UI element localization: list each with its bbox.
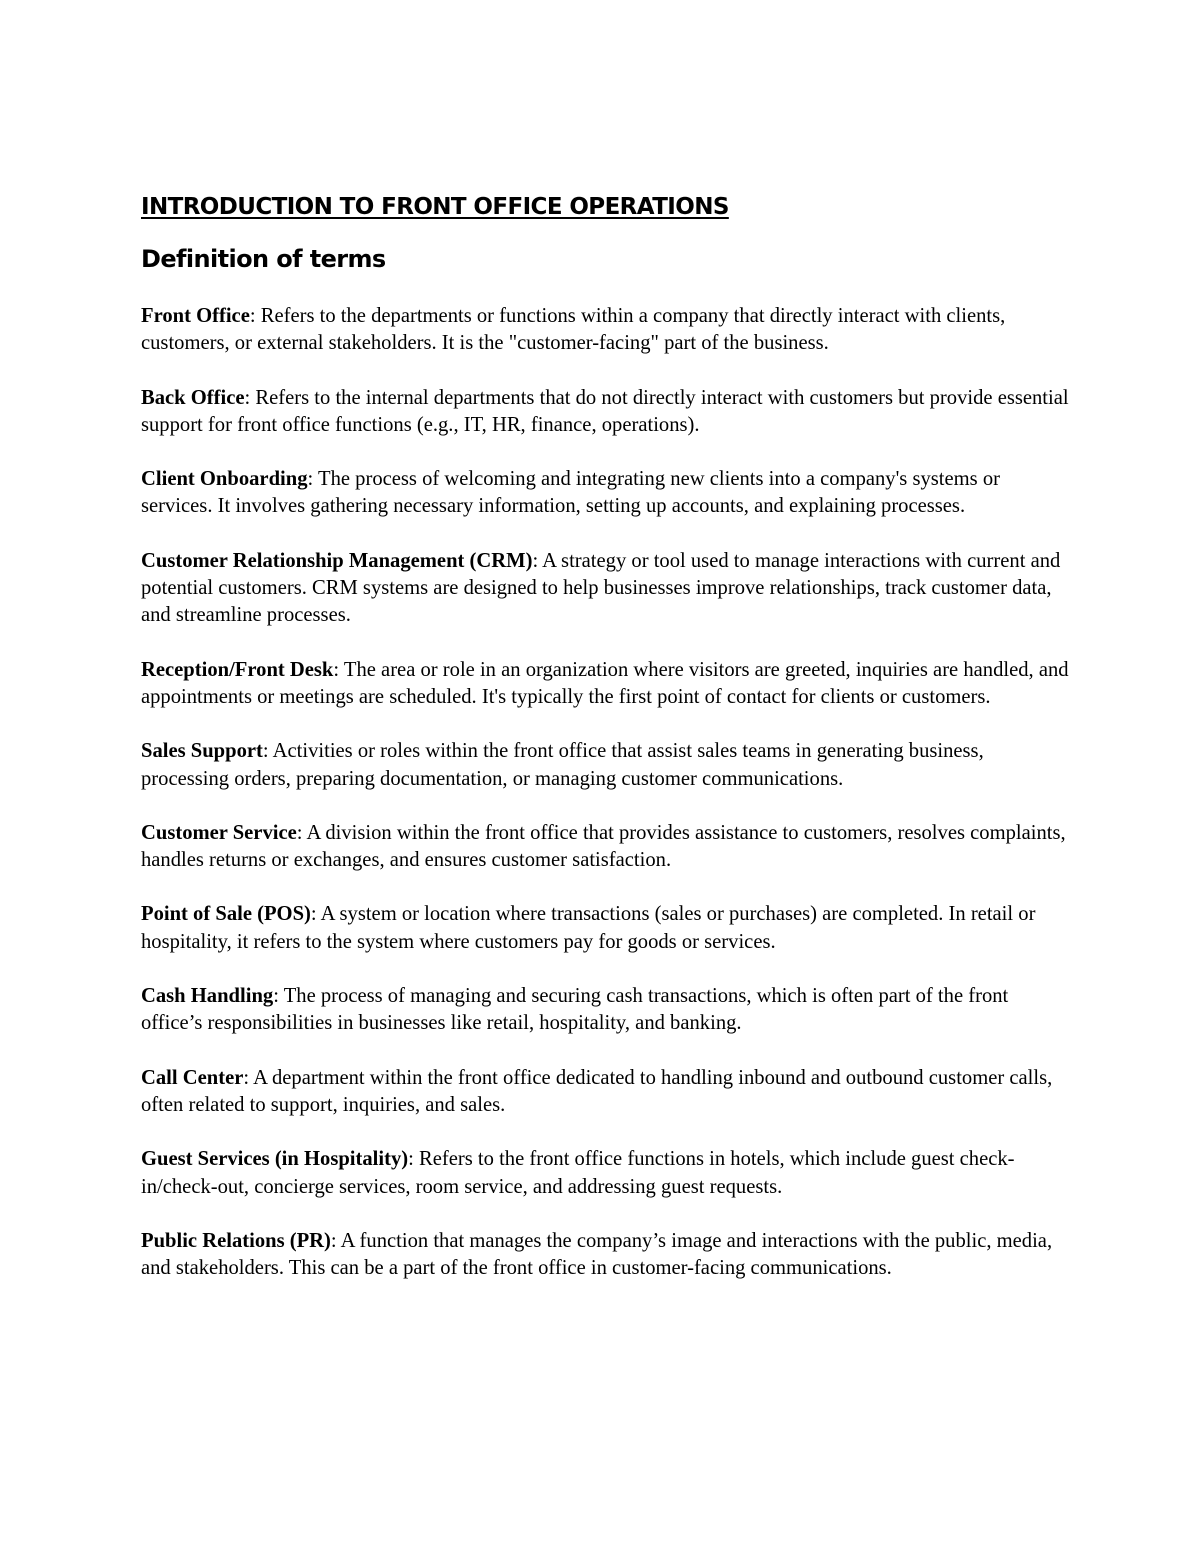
term-list: [141, 303, 1071, 1282]
term-name: Sales Support: [141, 740, 263, 763]
term-entry: [141, 983, 1071, 1038]
term-definition: : A division within the front office that provides assistance to customers, resolves complaints, handles returns or exchanges, and ensures customer satisfaction.: [141, 821, 1066, 872]
term-name: Guest Services (in Hospitality): [141, 1148, 409, 1171]
term-name: Cash Handling: [141, 985, 274, 1008]
term-entry: [141, 1146, 1071, 1201]
term-definition: : Refers to the departments or functions within a company that directly interact with clients, customers, or external stakeholders. It is the "customer-facing" part of the business.: [141, 305, 1006, 355]
term-definition: : A system or location where transactions (sales or purchases) are completed. In retail or hospitality, it refers to the system where customers pay for goods or services.: [141, 903, 1036, 953]
term-name: Front Office: [141, 305, 250, 327]
term-entry: [141, 548, 1071, 630]
term-entry: [141, 385, 1071, 440]
term-name: Back Office: [141, 386, 245, 409]
term-entry: [141, 738, 1071, 793]
term-definition: : Refers to the front office functions in hotels, which include guest check-in/check-out, concierge services, room service, and addressing guest requests.: [141, 1148, 1015, 1198]
term-definition: : Refers to the internal departments that do not directly interact with customers but provide essential support for front office functions (e.g., IT, HR, finance, operations).: [141, 386, 1069, 436]
document-title: INTRODUCTION TO FRONT OFFICE OPERATIONS: [141, 194, 729, 220]
term-entry: [141, 820, 1071, 875]
term-name: Customer Relationship Management (CRM): [141, 549, 533, 572]
term-definition: : The process of welcoming and integrating new clients into a company's systems or services. It involves gathering necessary information, setting up accounts, and explaining processes.: [141, 468, 1000, 518]
term-entry: [141, 901, 1071, 956]
term-definition: : A department within the front office dedicated to handling inbound and outbound customer calls, often related to support, inquiries, and sales.: [141, 1066, 1053, 1116]
term-name: Public Relations (PR): [141, 1229, 331, 1252]
term-definition: : A function that manages the company’s image and interactions with the public, media, and stakeholders. This can be a part of the front office in customer-facing communications.: [141, 1229, 1053, 1280]
term-name: Reception/Front Desk: [141, 658, 334, 681]
term-entry: [141, 466, 1071, 521]
section-heading: Definition of terms: [141, 245, 386, 273]
term-definition: : A strategy or tool used to manage interactions with current and potential customers. CRM systems are designed to help businesses improve relationships, track customer data, and streamline processes.: [141, 549, 1061, 627]
term-entry: [141, 303, 1071, 358]
term-name: Call Center: [141, 1066, 244, 1089]
term-entry: [141, 657, 1071, 712]
term-definition: : Activities or roles within the front office that assist sales teams in generating business, processing orders, preparing documentation, or managing customer communications.: [141, 740, 984, 790]
term-definition: : The area or role in an organization where visitors are greeted, inquiries are handled, and appointments or meetings are scheduled. It's typically the first point of contact for clients or customers.: [141, 658, 1069, 708]
term-name: Point of Sale (POS): [141, 903, 311, 926]
term-name: Client Onboarding: [141, 468, 308, 491]
term-definition: : The process of managing and securing cash transactions, which is often part of the front office’s responsibilities in businesses like retail, hospitality, and banking.: [141, 985, 1009, 1035]
term-entry: [141, 1228, 1071, 1283]
term-name: Customer Service: [141, 821, 297, 844]
document-body: [141, 190, 1071, 1309]
term-entry: [141, 1065, 1071, 1120]
